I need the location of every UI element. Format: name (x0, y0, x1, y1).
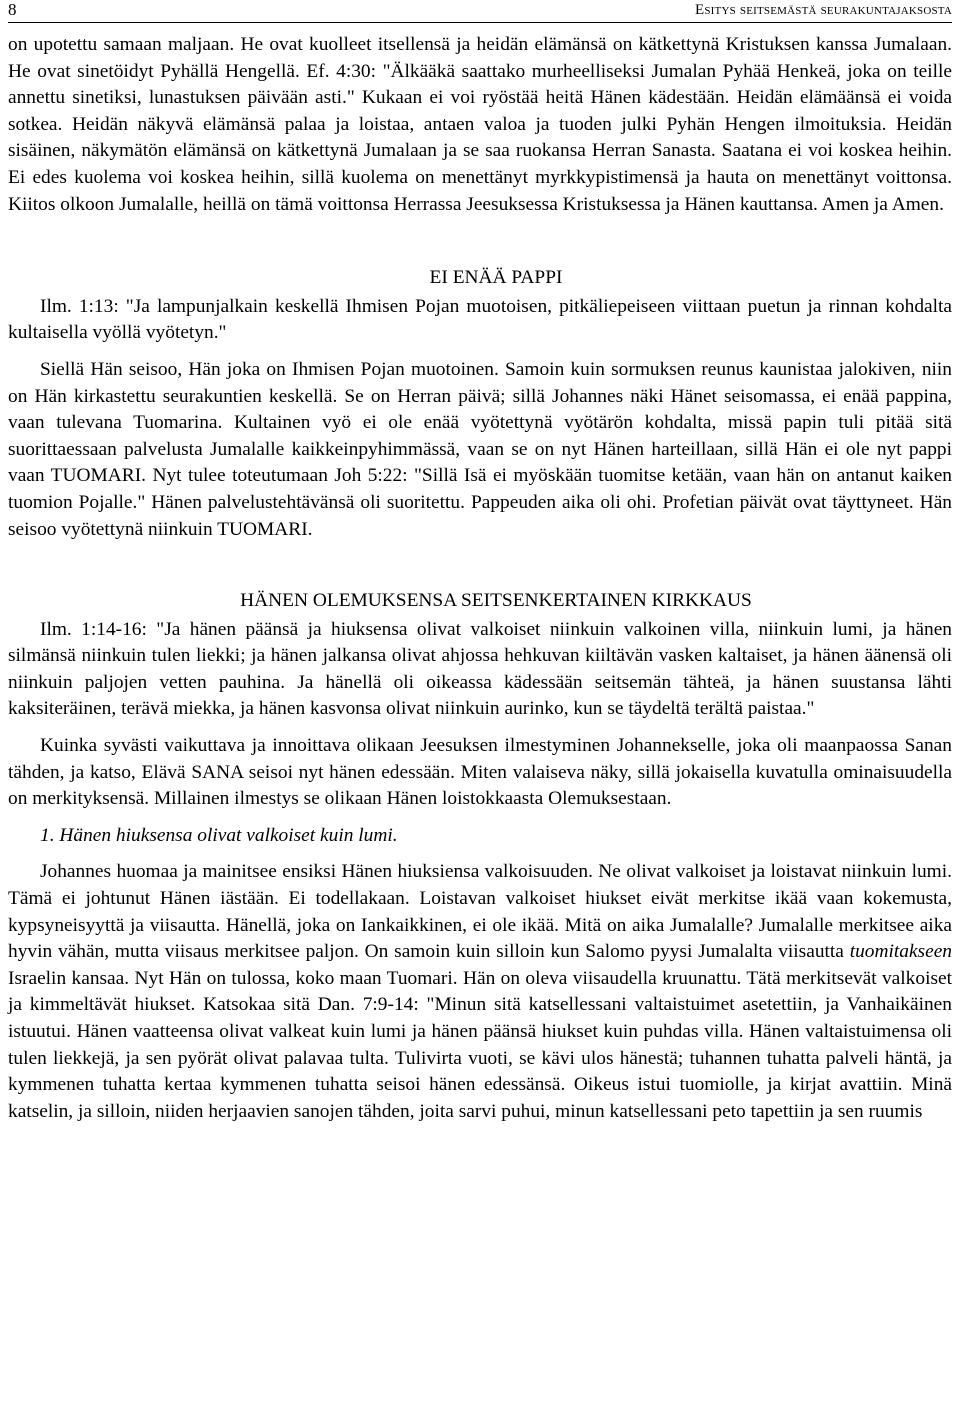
document-body (8, 32, 952, 1125)
paragraph-text: Israelin kansaa. Nyt Hän on tulossa, koko maan Tuomari. Hän on oleva viisaudella kruunattu. Tätä merkitsevät valkoiset ja kimmeltävät hiukset. Katsokaa sitä Dan. 7:9-14: "Minun sitä katsellessani valtaistuimet asetettiin, ja Vanhaikäinen istuutui. Hänen vaatteensa olivat valkeat kuin lumi ja hänen päänsä hiukset kuin puhdas villa. Hänen valtaistuimensa oli tulen liekkejä, ja sen pyörät olivat palavaa tulta. Tulivirta vuoti, se kävi ulos hänestä; tuhannen tuhatta palveli häntä, ja kymmenen tuhatta kertaa kymmenen tuhatta seisoi hänen edessänsä. Oikeus istui tuomiolle, ja kirjat avattiin. Minä katselin, ja silloin, niiden herjaavien sanojen tähden, joita sarvi puhui, minun katsellessani peto tapettiin ja sen ruumis (8, 967, 952, 1122)
emphasized-word: tuomitakseen (849, 941, 952, 963)
scripture-quote: Ilm. 1:13: "Ja lampunjalkain keskellä Ihmisen Pojan muotoisen, pitkäliepeiseen viittaan puetun ja rinnan kohdalta kultaisella vyöllä vyötetyn." (8, 295, 952, 344)
scripture-quote: Ilm. 1:14-16: "Ja hänen päänsä ja hiuksensa olivat valkoiset niinkuin valkoinen villa, niinkuin lumi, ja hänen silmänsä niinkuin tulen liekki; ja hänen jalkansa olivat ahjossa hehkuvan kiiltävän vasken kaltaiset, ja hänen äänensä oli niinkuin paljojen vetten pauhina. Ja hänellä oli oikeassa kädessään seitsemän tähteä, ja hänen suustansa lähti kaksiteräinen, terävä miekka, ja hänen kasvonsa olivat niinkuin aurinko, kun se täydeltä terältä paistaa." (8, 618, 952, 720)
body-paragraph (8, 859, 952, 1125)
body-paragraph: Kuinka syvästi vaikuttava ja innoittava olikaan Jeesuksen ilmestyminen Johannekselle, joka oli maanpaossa Sanan tähden, ja katso, Elävä SANA seisoi nyt hänen edessään. Miten valaiseva näky, sillä jokaisella kuvatulla ominaisuudella on merkityksensä. Millainen ilmestys se olikaan Hänen loistokkaasta Olemuksestaan. (8, 735, 952, 810)
page-number: 8 (8, 0, 17, 19)
body-paragraph: Siellä Hän seisoo, Hän joka on Ihmisen Pojan muotoinen. Samoin kuin sormuksen reunus kaunistaa jalokiven, niin on Hän kirkastettu seurakuntien keskellä. Se on Herran päivä; sillä Johannes näki Hänet seisomassa, ei enää pappina, vaan tulevana Tuomarina. Kultainen vyö ei ole enää vyötettynä vyötärön kohdalta, missä papin tuli pitää sitä suorittaessaan palvelusta Jumalalle kaikkeinpyhimmässä, vaan se on nyt Hänen harteillaan, sillä Hän ei ole nyt pappi vaan TUOMARI. Nyt tulee toteutumaan Joh 5:22: "Sillä Isä ei myöskään tuomitse ketään, vaan hän on antanut kaiken tuomion Pojalle." Hänen palvelustehtävänsä oli suoritettu. Pappeuden aika oli ohi. Profetian päivät ovat täyttyneet. Hän seisoo vyötettynä niinkuin TUOMARI. (8, 358, 952, 540)
running-header (8, 0, 952, 23)
paragraph-text: Johannes huomaa ja mainitsee ensiksi Hänen hiuksiensa valkoisuuden. Ne olivat valkoiset ja loistavat niinkuin lumi. Tämä ei johtunut Hänen iästään. Ei todellakaan. Loistavan valkoiset hiukset eivät merkitse ikää vaan kokemusta, kypsyneisyyttä ja viisautta. Hänellä, joka on Iankaikkinen, ei ole ikää. Mitä on aika Jumalalle? Jumalalle merkitsee aika hyvin vähän, mutta viisaus merkitsee paljon. On samoin kuin silloin kun Salomo pyysi Jumalalta viisautta (8, 861, 952, 963)
numbered-subheading: 1. Hänen hiuksensa olivat valkoiset kuin lumi. (40, 824, 398, 846)
section-heading: EI ENÄÄ PAPPI (429, 267, 563, 289)
body-paragraph: on upotettu samaan maljaan. He ovat kuolleet itsellensä ja heidän elämänsä on kätkettynä Kristuksen kanssa Jumalaan. He ovat sinetöidyt Pyhällä Hengellä. Ef. 4:30: "Älkääkä saattako murheelliseksi Jumalan Pyhää Henkeä, joka on teille annettu sinetiksi, lunastuksen päivään asti." Kukaan ei voi ryöstää heitä Hänen kädestään. Heidän elämäänsä ei voida sotkea. Heidän näkyvä elämänsä palaa ja loistaa, antaen valoa ja tuoden julki Pyhän Hengen ilmoituksia. Heidän sisäinen, näkymätön elämänsä on kätkettynä Jumalaan ja se saa ruokansa Herran Sanasta. Saatana ei voi koskea heihin. Ei edes kuolema voi koskea heihin, sillä kuolema on menettänyt myrkkypistimensä ja hauta on menettänyt voittonsa. Kiitos olkoon Jumalalle, heillä on tämä voittonsa Herrassa Jeesuksessa Kristuksessa ja Hänen kauttansa. Amen ja Amen. (8, 34, 952, 215)
running-title: Esitys seitsemästä seurakuntajaksosta (695, 2, 952, 18)
section-heading: HÄNEN OLEMUKSENSA SEITSENKERTAINEN KIRKKAUS (240, 590, 752, 612)
